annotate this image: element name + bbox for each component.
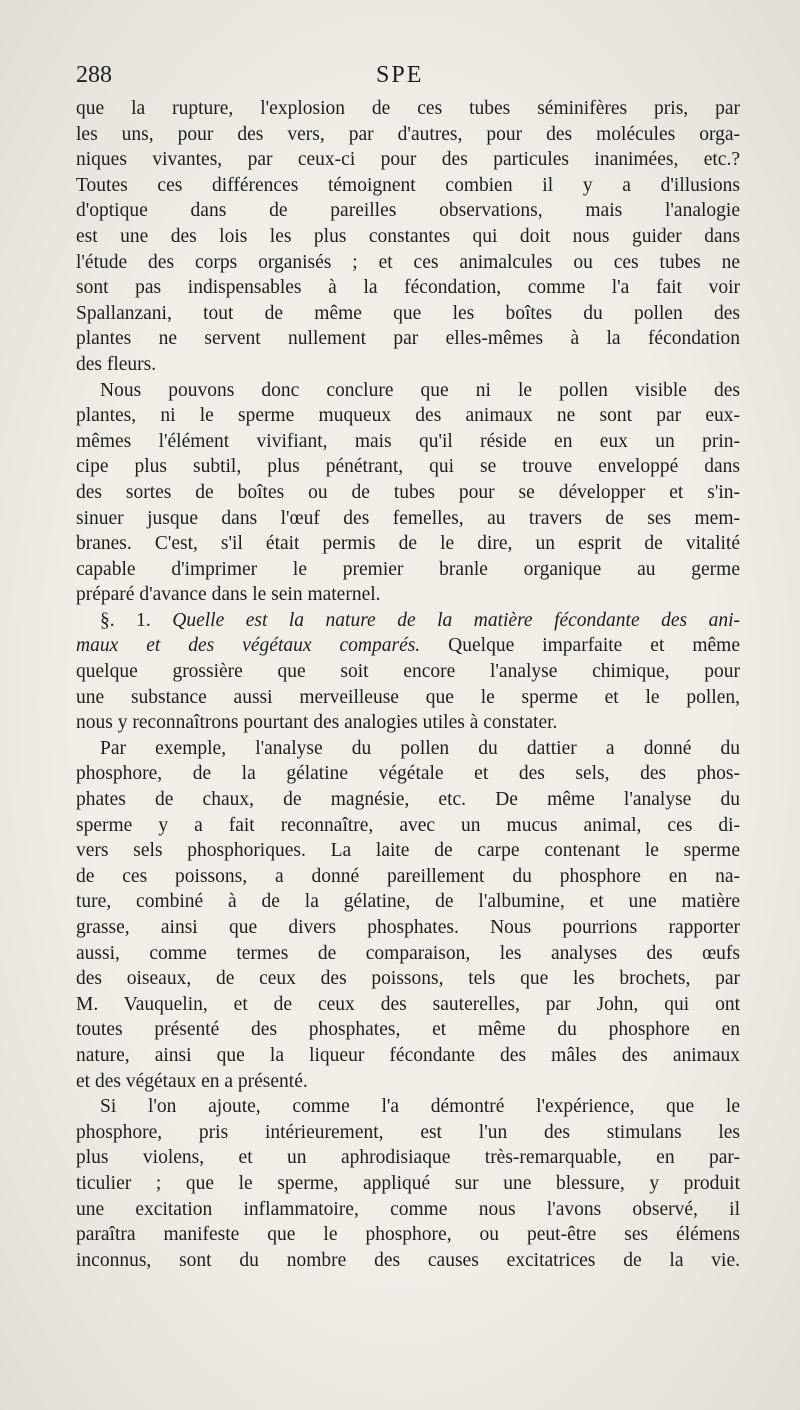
text-line: ture, combiné à de la gélatine, de l'albumine, et une matière xyxy=(76,891,740,913)
text-line: des fleurs. xyxy=(76,353,157,375)
text-run: Quelque imparfaite et même xyxy=(448,635,740,657)
text-line: est une des lois les plus constantes qui doit nous guider dans xyxy=(76,225,740,247)
text-line: M. Vauquelin, et de ceux des sauterelles, par John, qui ont xyxy=(76,993,740,1015)
text-line: sinuer jusque dans l'œuf des femelles, au travers de ses mem- xyxy=(76,507,740,529)
text-line: Spallanzani, tout de même que les boîtes du pollen des xyxy=(76,302,740,324)
paragraph-2 xyxy=(76,378,740,608)
text-line: phosphore, pris intérieurement, est l'un des stimulans les xyxy=(76,1121,740,1143)
text-line: sont pas indispensables à la fécondation, comme l'a fait voir xyxy=(76,277,740,299)
text-line: mêmes l'élément vivifiant, mais qu'il réside en eux un prin- xyxy=(76,430,740,452)
text-line: plantes ne servent nullement par elles-mêmes à la fécondation xyxy=(76,328,740,350)
text-line: d'optique dans de pareilles observations, mais l'analogie xyxy=(76,200,740,222)
text-line: des sortes de boîtes ou de tubes pour se développer et s'in- xyxy=(76,481,740,503)
text-line: paraîtra manifeste que le phosphore, ou peut-être ses élémens xyxy=(76,1224,740,1246)
text-line: inconnus, sont du nombre des causes excitatrices de la vie. xyxy=(76,1249,740,1271)
text-line: Si l'on ajoute, comme l'a démontré l'expérience, que le xyxy=(100,1096,740,1118)
section-mark: §. 1. xyxy=(100,609,151,631)
text-line: des oiseaux, de ceux des poissons, tels que les brochets, par xyxy=(76,968,740,990)
section-heading-line xyxy=(76,608,740,634)
text-line: plus violens, et un aphrodisiaque très-remarquable, en par- xyxy=(76,1147,740,1169)
text-line: nature, ainsi que la liqueur fécondante des mâles des animaux xyxy=(76,1044,740,1066)
text-line: Par exemple, l'analyse du pollen du dattier a donné du xyxy=(100,737,740,759)
text-line: préparé d'avance dans le sein maternel. xyxy=(76,584,381,606)
text-line: aussi, comme termes de comparaison, les analyses des œufs xyxy=(76,942,740,964)
page-header xyxy=(76,62,740,92)
body-text xyxy=(76,96,740,1273)
section-title-cont: maux et des végétaux comparés. xyxy=(76,635,421,657)
text-line: Nous pouvons donc conclure que ni le pollen visible des xyxy=(100,379,740,401)
paragraph-4 xyxy=(76,736,740,1094)
text-line: cipe plus subtil, plus pénétrant, qui se trouve enveloppé dans xyxy=(76,456,740,478)
section-heading-line xyxy=(76,633,740,659)
section-title: Quelle est la nature de la matière fécondante des ani- xyxy=(172,609,740,631)
text-line: sperme y a fait reconnaître, avec un mucus animal, ces di- xyxy=(76,814,740,836)
text-line: de ces poissons, a donné pareillement du phosphore en na- xyxy=(76,865,740,887)
text-line: et des végétaux en a présenté. xyxy=(76,1070,308,1092)
paragraph-3-section xyxy=(76,608,740,736)
text-line: l'étude des corps organisés ; et ces animalcules ou ces tubes ne xyxy=(76,251,740,273)
text-line: grasse, ainsi que divers phosphates. Nous pourrions rapporter xyxy=(76,917,740,938)
text-line: que la rupture, l'explosion de ces tubes séminifères pris, par xyxy=(76,98,740,119)
text-line: phates de chaux, de magnésie, etc. De même l'analyse du xyxy=(76,789,740,811)
text-line: quelque grossière que soit encore l'analyse chimique, pour xyxy=(76,661,740,683)
text-line: capable d'imprimer le premier branle organique au germe xyxy=(76,558,740,580)
text-line: niques vivantes, par ceux-ci pour des particules inanimées, etc.? xyxy=(76,149,740,171)
running-head: SPE xyxy=(376,62,424,88)
text-line: les uns, pour des vers, par d'autres, pour des molécules orga- xyxy=(76,123,740,145)
text-line: une excitation inflammatoire, comme nous l'avons observé, il xyxy=(76,1198,740,1220)
page-number: 288 xyxy=(76,62,112,88)
text-line: plantes, ni le sperme muqueux des animaux ne sont par eux- xyxy=(76,405,740,427)
text-line: nous y reconnaîtrons pourtant des analogies utiles à constater. xyxy=(76,712,558,734)
text-line: Toutes ces différences témoignent combien il y a d'illusions xyxy=(76,174,740,196)
text-line: phosphore, de la gélatine végétale et des sels, des phos- xyxy=(76,763,740,785)
paragraph-1 xyxy=(76,96,740,378)
text-line: branes. C'est, s'il était permis de le dire, un esprit de vitalité xyxy=(76,533,740,555)
paragraph-5 xyxy=(76,1094,740,1273)
text-line: ticulier ; que le sperme, appliqué sur une blessure, y produit xyxy=(76,1172,740,1194)
text-line: toutes présenté des phosphates, et même du phosphore en xyxy=(76,1019,740,1041)
text-line: une substance aussi merveilleuse que le sperme et le pollen, xyxy=(76,686,740,708)
text-line: vers sels phosphoriques. La laite de carpe contenant le sperme xyxy=(76,840,740,862)
